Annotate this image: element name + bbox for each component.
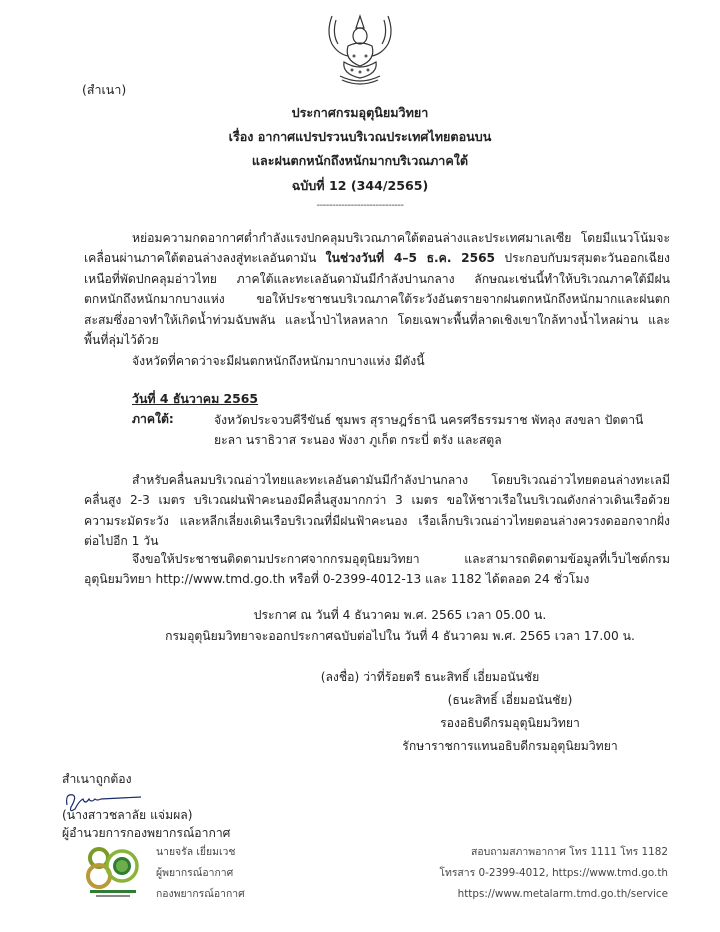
footer-forecaster-info — [156, 842, 245, 905]
paragraph-provinces-intro: จังหวัดที่คาดว่าจะมีฝนตกหนักถึงหนักมากบางแห่ง มีดังนี้ — [132, 354, 425, 368]
separator: ---------------------------- — [316, 200, 404, 211]
contact-service-link[interactable]: https://www.metalarm.tmd.go.th/service — [457, 888, 668, 900]
signatory-position: รองอธิบดีกรมอุตุนิยมวิทยา — [440, 716, 580, 730]
forecast-date: วันที่ 4 ธันวาคม 2565 — [132, 391, 259, 406]
garuda-emblem-icon — [318, 10, 402, 88]
situation-date-range: ในช่วงวันที่ 4–5 ธ.ค. 2565 — [325, 251, 496, 266]
copy-label: (สำเนา) — [82, 82, 127, 97]
announcement-subject: เรื่อง อากาศแปรปรวนบริเวณประเทศไทยตอนบน — [228, 129, 492, 144]
province-list — [214, 410, 684, 451]
contact-phone: สอบถามสภาพอากาศ โทร 1111 โทร 1182 — [471, 846, 668, 858]
paragraph-waves — [84, 470, 670, 552]
follow-up-text: จึงขอให้ประชาชนติดตามประกาศจากกรมอุตุนิยมวิทยา และสามารถติดตามข้อมูลที่เว็บไซต์กรมอุตุนิยมวิทยา http://www.tmd.go.th หรือที่ 0-2399-4012-13 และ 1182 ได้ตลอด 24 ชั่วโมง — [84, 552, 670, 587]
contact-fax-website[interactable]: โทรสาร 0-2399-4012, https://www.tmd.go.th — [439, 867, 668, 879]
tmd-80th-anniversary-logo-icon — [84, 844, 142, 900]
issued-at: ประกาศ ณ วันที่ 4 ธันวาคม พ.ศ. 2565 เวลา 05.00 น. — [253, 608, 547, 622]
waves-text: สำหรับคลื่นลมบริเวณอ่าวไทยและทะเลอันดามันมีกำลังปานกลาง โดยบริเวณอ่าวไทยตอนล่างทะเลมีคลื่นสูง 2-3 เมตร บริเวณฝนฟ้าคะนองมีคลื่นสูงมากกว่า 3 เมตร ขอให้ชาวเรือในบริเวณดังกล่าวเดินเรือด้วยความระมัดระวัง และหลีกเลี่ยงเดินเรือบริเวณที่มีฝนฟ้าคะนอง เรือเล็กบริเวณอ่าวไทยตอนล่างควรงดออกจากฝั่งต่อไปอีก 1 วัน — [84, 473, 670, 549]
forecaster-title: ผู้พยากรณ์อากาศ — [156, 867, 234, 879]
forecaster-division: กองพยากรณ์อากาศ — [156, 888, 245, 900]
certifier-title: ผู้อำนวยการกองพยากรณ์อากาศ — [62, 826, 231, 840]
paragraph-situation — [84, 228, 670, 350]
certified-copy-label: สำเนาถูกต้อง — [62, 772, 132, 786]
signatory-name: (ธนะสิทธิ์ เอี่ยมอนันชัย) — [447, 693, 573, 707]
signatory-acting-position: รักษาราชการแทนอธิบดีกรมอุตุนิยมวิทยา — [402, 739, 618, 753]
paragraph-follow-up — [84, 549, 670, 590]
region-label: ภาคใต้: — [132, 412, 174, 426]
signed-line: (ลงชื่อ) ว่าที่ร้อยตรี ธนะสิทธิ์ เอี่ยมอนันชัย — [320, 670, 540, 684]
certifier-name: (นางสาวชลาลัย แจ่มผล) — [62, 808, 193, 822]
situation-text-1: หย่อมความกดอากาศต่ำกำลังแรงปกคลุมบริเวณภาคใต้ตอนล่างและประเทศมาเลเซีย โดยมีแนวโน้มจะเคลื่อนผ่านภาคใต้ตอนล่างลงสู่ทะเลอันดามัน — [84, 231, 670, 266]
announcement-subject-cont: และฝนตกหนักถึงหนักมากบริเวณภาคใต้ — [251, 153, 469, 168]
next-issue: กรมอุตุนิยมวิทยาจะออกประกาศฉบับต่อไปใน วันที่ 4 ธันวาคม พ.ศ. 2565 เวลา 17.00 น. — [165, 629, 635, 643]
situation-text-2: ประกอบกับมรสุมตะวันออกเฉียงเหนือที่พัดปกคลุมอ่าวไทย ภาคใต้และทะเลอันดามันมีกำลังปานกลาง ลักษณะเช่นนี้ทำให้บริเวณภาคใต้มีฝนตกหนักถึงหนักมากบางแห่ง ขอให้ประชาชนบริเวณภาคใต้ระวังอันตรายจากฝนตกหนักถึงหนักมากและฝนตกสะสมซึ่งอาจทำให้เกิดน้ำท่วมฉับพลัน และน้ำป่าไหลหลาก โดยเฉพาะพื้นที่ลาดเชิงเขาใกล้ทางน้ำไหลผ่าน และพื้นที่ลุ่มไว้ด้วย — [84, 251, 670, 348]
province-list-line: จังหวัดประจวบคีรีขันธ์ ชุมพร สุราษฎร์ธานี นครศรีธรรมราช พัทลุง สงขลา ปัตตานี — [214, 413, 644, 427]
footer-contact-info — [439, 842, 668, 905]
province-list-line: ยะลา นราธิวาส ระนอง พังงา ภูเก็ต กระบี่ ตรัง และสตูล — [214, 433, 502, 448]
announcement-org: ประกาศกรมอุตุนิยมวิทยา — [291, 105, 429, 120]
announcement-issue-number: ฉบับที่ 12 (344/2565) — [291, 178, 429, 193]
forecaster-name: นายจรัล เยี่ยมเวช — [156, 846, 236, 858]
